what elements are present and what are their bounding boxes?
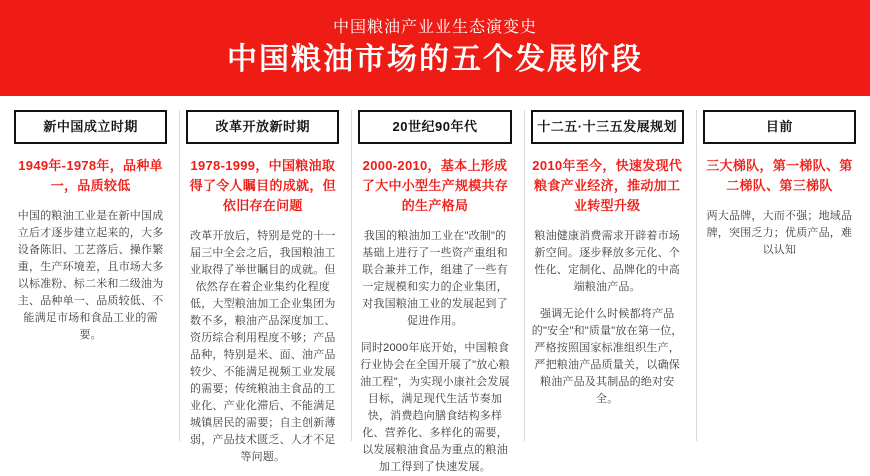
stage-paragraph: 同时2000年底开始，中国粮食行业协会在全国开展了"放心粮油工程"，为实现小康社会发展目标，满足现代生活节奏加快，消费趋向膳食结构多样化、营养化、多样化的需要，以发展粮油食品为重点的粮油加工得到了快速发展。 <box>360 342 510 473</box>
stage-body <box>186 228 339 466</box>
stage-paragraph: 两大品牌，大而不强；地域品牌，突围乏力；优质产品，难以认知 <box>706 210 853 256</box>
stage-period: 1949年-1978年，品种单一，品质较低 <box>18 158 163 193</box>
stage-paragraph: 粮油健康消费需求开辟着市场新空间。逐步释放多元化、个性化、定制化、品牌化的中高端粮油产品。 <box>534 230 681 293</box>
stage-column <box>524 110 690 441</box>
stage-title: 十二五·十三五发展规划 <box>531 110 684 144</box>
stage-body <box>358 228 511 476</box>
page-title: 中国粮油市场的五个发展阶段 <box>227 43 643 76</box>
stage-paragraph: 强调无论什么时候都将产品的"安全"和"质量"放在第一位，严格按照国家标准组织生产，严把粮油产品质量关，以确保粮油产品及其制品的绝对安全。 <box>531 308 683 405</box>
page-header <box>0 0 870 96</box>
stage-body <box>14 208 167 344</box>
stage-title: 目前 <box>703 110 856 144</box>
stage-column <box>179 110 345 463</box>
stage-body <box>531 228 684 408</box>
stages-container <box>0 96 870 473</box>
stage-column <box>351 110 517 473</box>
stage-paragraph: 改革开放后，特别是党的十一届三中全会之后，我国粮油工业取得了举世瞩目的成就。但依然存在着企业集约化程度低，大型粮油加工企业集团为数不多，粮油产品深度加工、资历综合利用程度不够；产品品种，特别是米、面、油产品较少、不能满足视频工业发展的需要；传统粮油主食品的工业化、产业化滞后、不能满足城镇居民的需要；自主创新薄弱，产品技术匮乏、人才不足等问题。 <box>190 230 336 463</box>
stage-title: 20世纪90年代 <box>358 110 511 144</box>
stage-paragraph: 中国的粮油工业是在新中国成立后才逐步建立起来的，大多设备陈旧、工艺落后、操作繁重，生产环境差，且市场大多以标准粉、标二米和二级油为主、品种单一、品质较低、不能满足市场和食品工业的需要。 <box>17 210 164 341</box>
stage-period: 三大梯队，第一梯队、第二梯队、第三梯队 <box>706 158 853 193</box>
stage-period: 1978-1999，中国粮油取得了令人瞩目的成就，但依旧存在问题 <box>189 158 336 213</box>
stage-title: 改革开放新时期 <box>186 110 339 144</box>
stage-period: 2010年至今，快速发现代粮食产业经济，推动加工业转型升级 <box>532 158 683 213</box>
stage-body <box>703 208 856 259</box>
stage-column <box>696 110 862 441</box>
stage-period: 2000-2010，基本上形成了大中小型生产规模共存的生产格局 <box>361 158 509 213</box>
stage-column <box>8 110 173 441</box>
stage-title: 新中国成立时期 <box>14 110 167 144</box>
stage-paragraph: 我国的粮油加工业在"改制"的基础上进行了一些资产重组和联合兼并工作，组建了一些有一定规模和实力的企业集团，对我国粮油工业的发展起到了促进作用。 <box>362 230 508 327</box>
header-subtitle: 中国粮油产业业生态演变史 <box>332 19 537 36</box>
